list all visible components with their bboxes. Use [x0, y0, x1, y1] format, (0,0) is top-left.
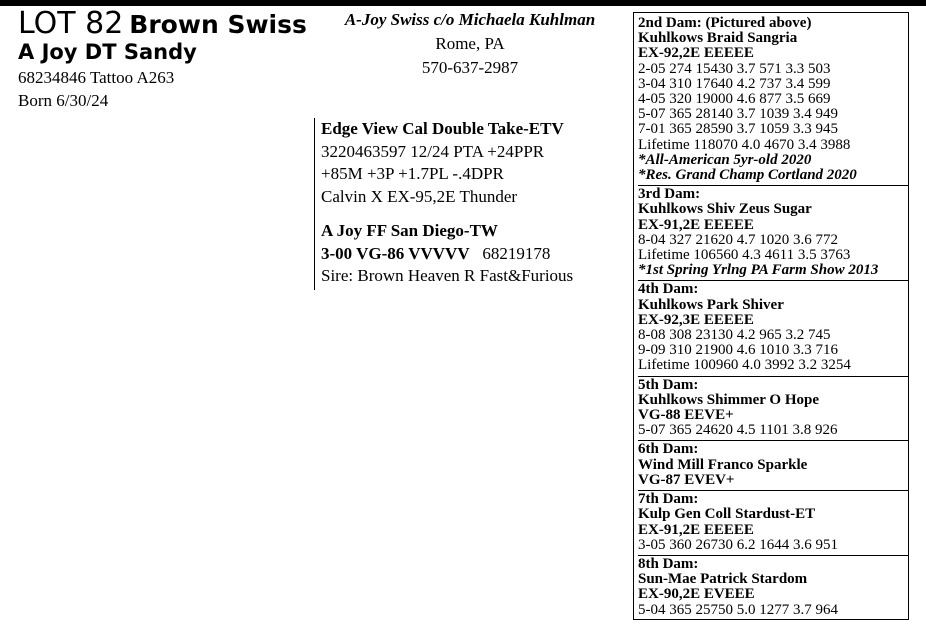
dam-generation: 3rd Dam: [638, 186, 701, 203]
production-record: 3-05 360 26730 6.2 1644 3.6 951 [638, 536, 838, 553]
dam-entry-name: Wind Mill Franco Sparkle [638, 456, 808, 473]
dam-generation: 6th Dam: [638, 441, 699, 458]
dam-entry-name: Kuhlkows Shiv Zeus Sugar [638, 201, 812, 218]
dam-entry-score: EX-92,2E EEEEE [638, 45, 754, 62]
dam-entry [638, 281, 908, 376]
dam-lineage-box [633, 12, 909, 620]
dam-score-line [321, 243, 573, 266]
production-record: Lifetime 106560 4.3 4611 3.5 3763 [638, 247, 851, 264]
production-record: 9-09 310 21900 4.6 1010 3.3 716 [638, 342, 838, 359]
birth-date: Born 6/30/24 [18, 91, 109, 110]
dam-entry [638, 377, 908, 442]
production-record: 5-07 365 24620 4.5 1101 3.8 926 [638, 422, 838, 439]
pedigree-block [314, 118, 573, 290]
registration-tattoo: 68234846 Tattoo A263 [18, 68, 175, 87]
animal-name: A Joy DT Sandy [18, 40, 197, 64]
sire-line-2: +85M +3P +1.7PL -.4DPR [321, 164, 504, 183]
dam-registration: 68219178 [482, 243, 551, 263]
production-record: 5-07 365 28140 3.7 1039 3.4 949 [638, 106, 838, 123]
production-record: 8-08 308 23130 4.2 965 3.2 745 [638, 327, 831, 344]
production-record: Lifetime 100960 4.0 3992 3.2 3254 [638, 357, 851, 374]
consignor-block [320, 8, 620, 80]
dam-entry-score: EX-91,2E EEEEE [638, 216, 754, 233]
dam-generation: 2nd Dam: (Pictured above) [638, 15, 812, 31]
dam-generation: 7th Dam: [638, 491, 699, 508]
dam-entry-score: EX-90,2E EVEEE [638, 586, 755, 603]
dam-entry-name: Kuhlkows Park Shiver [638, 296, 784, 313]
dam-generation: 8th Dam: [638, 555, 699, 572]
lot-number: LOT 82 [18, 6, 124, 41]
award-note: *1st Spring Yrlng PA Farm Show 2013 [638, 262, 879, 279]
production-record: 8-04 327 21620 4.7 1020 3.6 772 [638, 231, 838, 248]
dam-sire: Sire: Brown Heaven R Fast&Furious [321, 266, 574, 285]
consignor-phone: 570-637-2987 [421, 58, 519, 77]
production-record: 2-05 274 15430 3.7 571 3.3 503 [638, 60, 831, 77]
production-record: Lifetime 118070 4.0 4670 3.4 3988 [638, 136, 851, 153]
production-record: 7-01 365 28590 3.7 1059 3.3 945 [638, 121, 838, 138]
breed: Brown Swiss [129, 10, 307, 39]
dam-entry-name: Kulp Gen Coll Stardust-ET [638, 506, 816, 523]
dam-generation: 5th Dam: [638, 376, 699, 393]
dam-entry [638, 186, 908, 281]
production-record: 4-05 320 19000 4.6 877 3.5 669 [638, 91, 831, 108]
sire-line-3: Calvin X EX-95,2E Thunder [321, 186, 518, 206]
sire-line-1: 3220463597 12/24 PTA +24PPR [321, 141, 545, 161]
dam-entry-score: VG-87 EVEV+ [638, 471, 735, 488]
award-note: *All-American 5yr-old 2020 [638, 151, 812, 168]
sire-name: Edge View Cal Double Take-ETV [321, 119, 564, 138]
award-note: *Res. Grand Champ Cortland 2020 [638, 167, 857, 184]
dam-entry-score: EX-92,3E EEEEE [638, 311, 754, 328]
dam-entry-score: EX-91,2E EEEEE [638, 521, 754, 538]
production-record: 3-04 310 17640 4.2 737 3.4 599 [638, 75, 831, 92]
dam-entry [638, 491, 908, 556]
consignor-location: Rome, PA [435, 34, 505, 53]
dam-entry [638, 556, 908, 620]
dam-entry [638, 441, 908, 491]
consignor-name: A-Joy Swiss c/o Michaela Kuhlman [344, 10, 596, 29]
dam-name: A Joy FF San Diego-TW [321, 221, 498, 240]
lot-heading [18, 6, 307, 41]
dam-entry-name: Kuhlkows Shimmer O Hope [638, 391, 820, 408]
dam-entry-name: Sun-Mae Patrick Stardom [638, 571, 808, 588]
dam-score: 3-00 VG-86 VVVVV [321, 243, 470, 263]
dam-entry [638, 15, 908, 186]
dam-generation: 4th Dam: [638, 281, 699, 298]
dam-entry-score: VG-88 EEVE+ [638, 407, 734, 424]
dam-entry-name: Kuhlkows Braid Sangria [638, 30, 798, 47]
production-record: 5-04 365 25750 5.0 1277 3.7 964 [638, 601, 838, 618]
